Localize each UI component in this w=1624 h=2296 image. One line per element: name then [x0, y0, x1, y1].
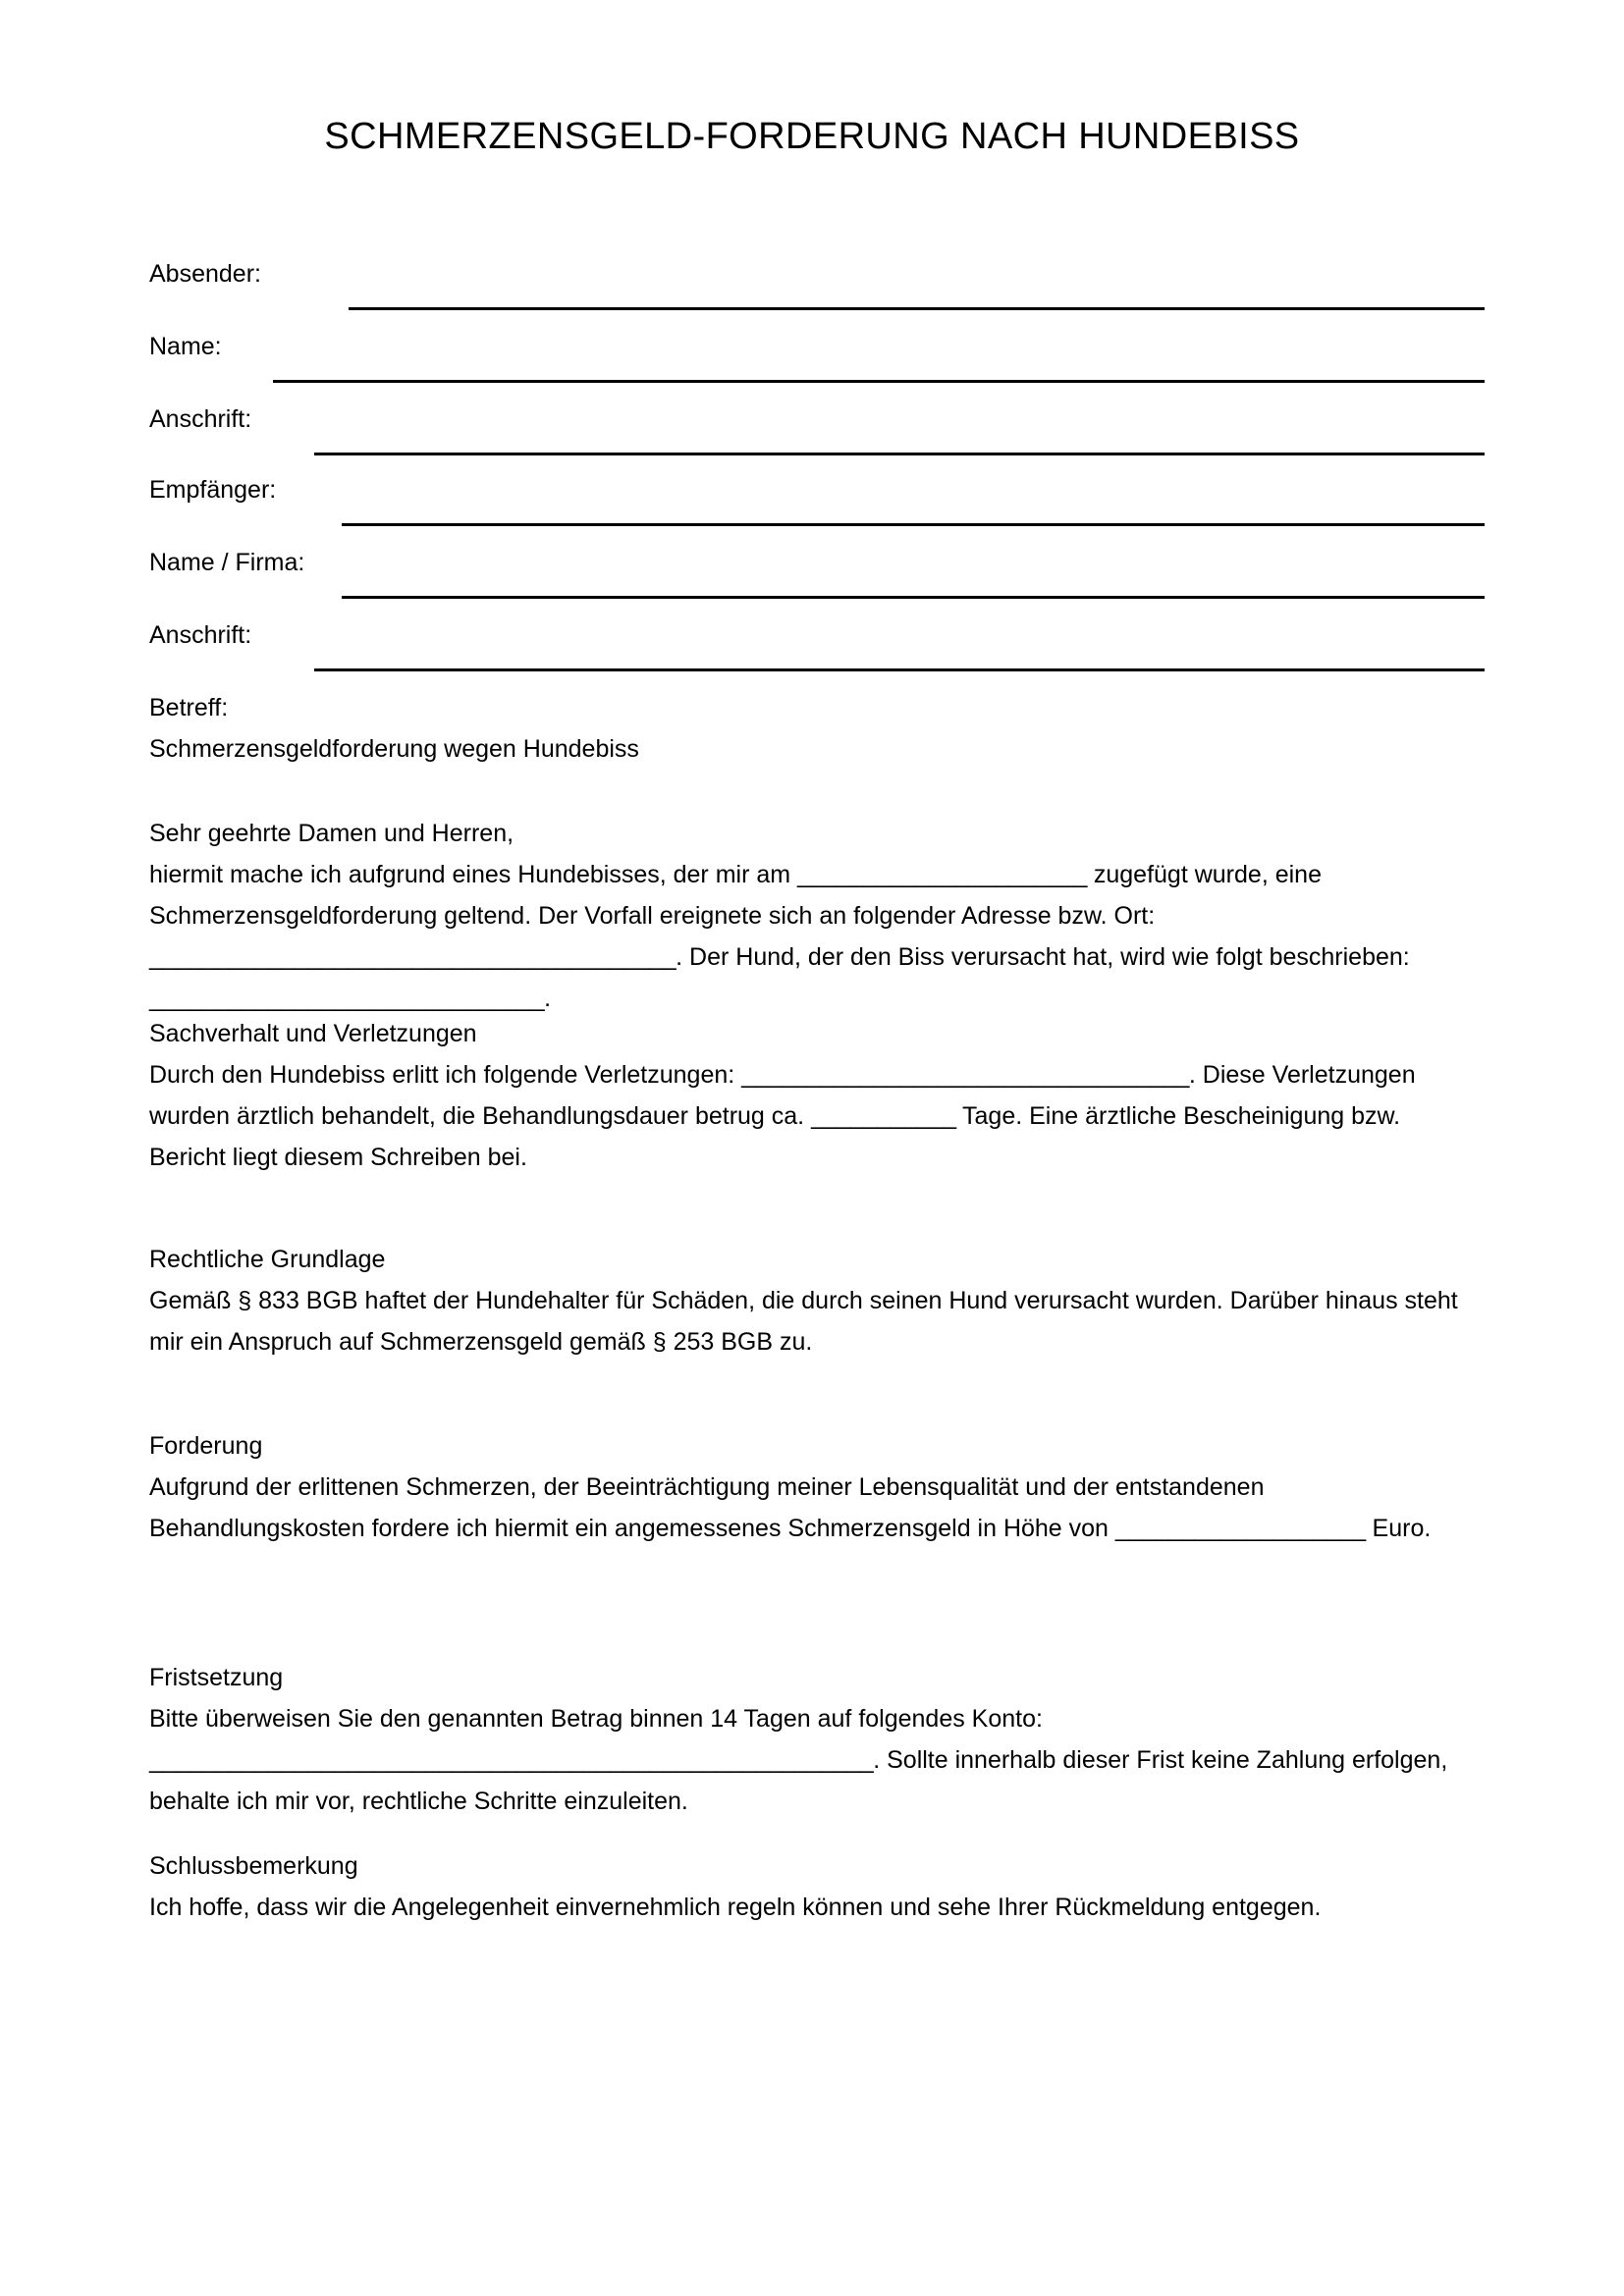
- field-label-sender-anschrift: Anschrift:: [149, 405, 252, 433]
- rechtliche-grundlage-text: Gemäß § 833 BGB haftet der Hundehalter für Schäden, die durch seinen Hund verursacht wurden. Darüber hinaus steht mir ein Anspruch auf Schmerzensgeld gemäß § 253 BGB zu.: [149, 1287, 1458, 1356]
- page-title: SCHMERZENSGELD-FORDERUNG NACH HUNDEBISS: [324, 116, 1300, 157]
- blank-incident-date[interactable]: ______________________: [797, 861, 1087, 888]
- fristsetzung-text-part2: . Sollte innerhalb dieser Frist keine Zahlung erfolgen, behalte ich mir vor, rechtliche Schritte einzuleiten.: [149, 1746, 1448, 1815]
- sachverhalt-heading: Sachverhalt und Verletzungen: [149, 1020, 477, 1047]
- field-row-recipient-anschrift: [149, 618, 1485, 691]
- salutation-text-part4: .: [544, 985, 552, 1012]
- salutation-section: [149, 813, 1475, 1019]
- field-rule-absender[interactable]: [349, 307, 1485, 310]
- schlussbemerkung-text: Ich hoffe, dass wir die Angelegenheit einvernehmlich regeln können und sehe Ihrer Rückmeldung entgegen.: [149, 1894, 1322, 1921]
- recipient-address-block: [149, 473, 1485, 691]
- fristsetzung-paragraph: [149, 1698, 1475, 1822]
- blank-injuries[interactable]: __________________________________: [741, 1061, 1189, 1089]
- subject-label: Betreff:: [149, 694, 229, 721]
- field-row-sender-anschrift: [149, 402, 1485, 475]
- field-label-recipient-name: Name / Firma:: [149, 549, 305, 576]
- field-rule-recipient-anschrift[interactable]: [314, 668, 1485, 671]
- field-label-recipient-anschrift: Anschrift:: [149, 621, 252, 649]
- sachverhalt-paragraph: [149, 1054, 1475, 1178]
- salutation-text-part2: zugefügt wurde, eine Schmerzensgeldforderung geltend. Der Vorfall ereignete sich an folgender Adresse bzw. Ort:: [149, 861, 1322, 930]
- sachverhalt-text-part3: Tage. Eine ärztliche Bescheinigung bzw. Bericht liegt diesem Schreiben bei.: [149, 1102, 1401, 1171]
- field-rule-recipient-name[interactable]: [342, 596, 1485, 599]
- forderung-section: [149, 1425, 1475, 1549]
- sachverhalt-text-part2: . Diese Verletzungen wurden ärztlich behandelt, die Behandlungsdauer betrug ca.: [149, 1061, 1416, 1130]
- field-row-empfaenger: [149, 473, 1485, 546]
- field-label-empfaenger: Empfänger:: [149, 476, 277, 504]
- field-row-recipient-name: [149, 546, 1485, 618]
- fristsetzung-heading: Fristsetzung: [149, 1664, 284, 1691]
- field-rule-sender-name[interactable]: [273, 380, 1485, 383]
- forderung-heading: Forderung: [149, 1432, 263, 1460]
- rechtliche-grundlage-heading: Rechtliche Grundlage: [149, 1246, 386, 1273]
- forderung-text-part1: Aufgrund der erlittenen Schmerzen, der Beeinträchtigung meiner Lebensqualität und der entstandenen Behandlungskosten fordere ich hiermit ein angemessenes Schmerzensgeld in Höhe von: [149, 1473, 1265, 1542]
- field-label-absender: Absender:: [149, 260, 261, 288]
- forderung-paragraph: [149, 1467, 1475, 1549]
- field-row-sender-name: [149, 330, 1485, 402]
- schlussbemerkung-section: [149, 1845, 1475, 1928]
- salutation-paragraph: [149, 854, 1475, 1019]
- field-row-absender: [149, 257, 1485, 330]
- blank-amount[interactable]: ___________________: [1114, 1515, 1366, 1542]
- sender-address-block: [149, 257, 1485, 475]
- field-rule-empfaenger[interactable]: [342, 523, 1485, 526]
- blank-incident-place[interactable]: ________________________________________: [149, 943, 677, 971]
- subject-section: [149, 687, 1475, 770]
- salutation-greeting: Sehr geehrte Damen und Herren,: [149, 820, 514, 847]
- sachverhalt-section: [149, 1013, 1475, 1178]
- subject-text: Schmerzensgeldforderung wegen Hundebiss: [149, 735, 639, 763]
- blank-treatment-days[interactable]: ___________: [811, 1102, 956, 1130]
- salutation-text-part3: . Der Hund, der den Biss verursacht hat, wird wie folgt beschrieben:: [676, 943, 1410, 971]
- fristsetzung-section: [149, 1657, 1475, 1822]
- sachverhalt-text-part1: Durch den Hundebiss erlitt ich folgende Verletzungen:: [149, 1061, 742, 1089]
- salutation-text-part1: hiermit mache ich aufgrund eines Hundebisses, der mir am: [149, 861, 798, 888]
- schlussbemerkung-heading: Schlussbemerkung: [149, 1852, 358, 1880]
- field-label-sender-name: Name:: [149, 333, 222, 360]
- field-rule-sender-anschrift[interactable]: [314, 453, 1485, 455]
- blank-bank-account[interactable]: _______________________________________________________: [149, 1746, 874, 1774]
- forderung-text-part2: Euro.: [1365, 1515, 1432, 1542]
- blank-dog-description[interactable]: ______________________________: [149, 985, 545, 1012]
- fristsetzung-text-part1: Bitte überweisen Sie den genannten Betrag binnen 14 Tagen auf folgendes Konto:: [149, 1705, 1043, 1733]
- rechtliche-grundlage-section: [149, 1239, 1475, 1362]
